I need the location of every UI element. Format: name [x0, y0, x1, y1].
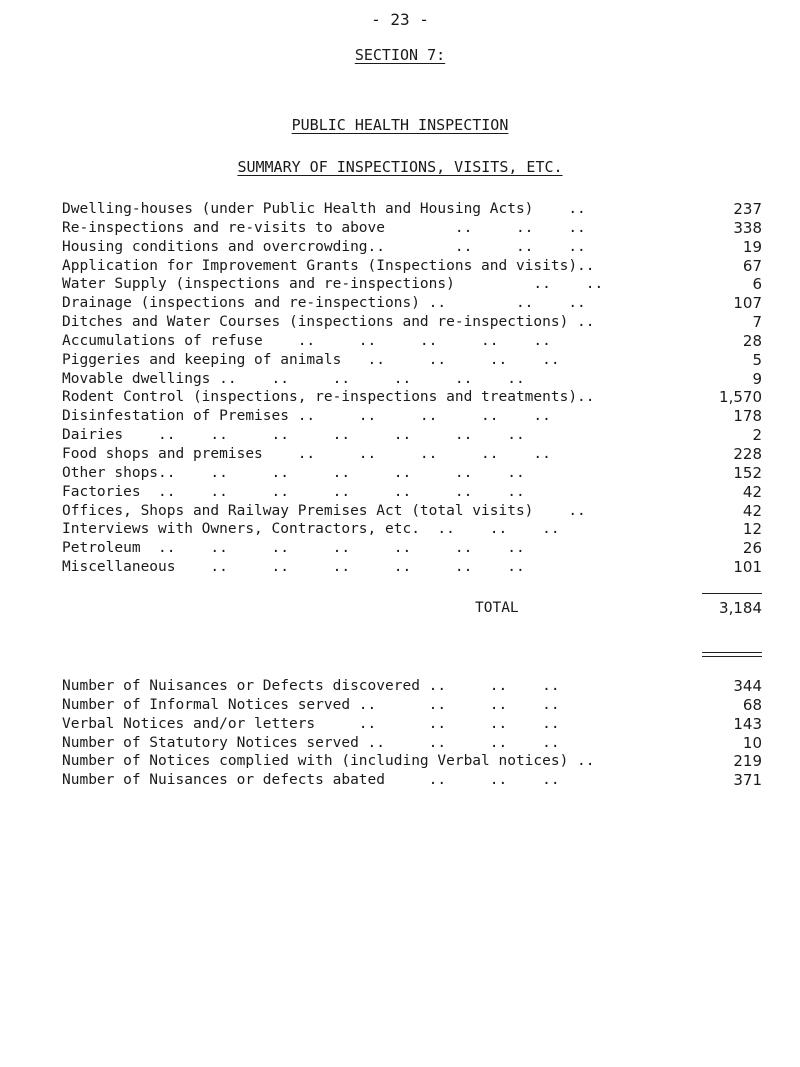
item-label: Number of Nuisances or defects abated .. .. ..	[62, 772, 560, 789]
total-rule-top	[702, 593, 762, 594]
total-rule-bottom-1	[702, 652, 762, 653]
item-label: Water Supply (inspections and re-inspections) .. ..	[62, 276, 604, 293]
item-value: 42	[742, 482, 762, 501]
item-value: 152	[733, 463, 762, 482]
item-value: 228	[733, 444, 762, 463]
notices-list	[62, 677, 762, 790]
list-item	[62, 502, 762, 521]
item-value: 338	[733, 218, 762, 237]
item-value: 6	[752, 275, 762, 294]
item-label: Interviews with Owners, Contractors, etc. .. .. ..	[62, 521, 560, 538]
total-label: TOTAL	[475, 600, 519, 616]
item-value: 143	[733, 714, 762, 733]
page-title: PUBLIC HEALTH INSPECTION	[291, 116, 509, 134]
item-value: 28	[742, 331, 762, 350]
item-label: Number of Statutory Notices served .. .. .. ..	[62, 734, 560, 751]
item-value: 178	[733, 407, 762, 426]
item-value: 1,570	[719, 388, 762, 407]
list-item	[62, 445, 762, 464]
item-label: Petroleum .. .. .. .. .. .. ..	[62, 540, 525, 557]
list-item	[62, 257, 762, 276]
item-value: 68	[742, 695, 762, 714]
item-label: Disinfestation of Premises .. .. .. .. ..	[62, 408, 551, 425]
section-heading: SECTION 7:	[354, 46, 446, 64]
inspections-list	[62, 200, 762, 577]
list-item	[62, 275, 762, 294]
item-value: 67	[742, 256, 762, 275]
item-label: Number of Informal Notices served .. .. .. ..	[62, 696, 560, 713]
item-label: Factories .. .. .. .. .. .. ..	[62, 483, 525, 500]
item-value: 9	[752, 369, 762, 388]
item-label: Other shops.. .. .. .. .. .. ..	[62, 464, 525, 481]
list-item	[62, 677, 762, 696]
list-item	[62, 370, 762, 389]
page-subtitle: SUMMARY OF INSPECTIONS, VISITS, ETC.	[237, 158, 563, 176]
list-item	[62, 200, 762, 219]
list-item	[62, 734, 762, 753]
item-label: Food shops and premises .. .. .. .. ..	[62, 445, 551, 462]
item-label: Ditches and Water Courses (inspections and re-inspections) ..	[62, 314, 595, 331]
list-item	[62, 520, 762, 539]
item-value: 107	[733, 294, 762, 313]
list-item	[62, 752, 762, 771]
item-value: 371	[733, 771, 762, 790]
list-item	[62, 332, 762, 351]
list-item	[62, 483, 762, 502]
list-item	[62, 558, 762, 577]
item-value: 26	[742, 539, 762, 558]
item-label: Re-inspections and re-visits to above .. .. ..	[62, 219, 586, 236]
item-label: Rodent Control (inspections, re-inspections and treatments)..	[62, 389, 595, 406]
item-label: Miscellaneous .. .. .. .. .. ..	[62, 559, 525, 576]
item-label: Verbal Notices and/or letters .. .. .. ..	[62, 715, 560, 732]
item-value: 237	[733, 200, 762, 218]
item-value: 12	[742, 520, 762, 539]
item-label: Drainage (inspections and re-inspections) .. .. ..	[62, 295, 586, 312]
list-item	[62, 426, 762, 445]
list-item	[62, 464, 762, 483]
item-label: Piggeries and keeping of animals .. .. .. ..	[62, 351, 560, 368]
total-row	[62, 598, 762, 618]
item-label: Application for Improvement Grants (Inspections and visits)..	[62, 257, 595, 274]
item-value: 42	[742, 501, 762, 520]
item-value: 219	[733, 752, 762, 771]
item-value: 5	[752, 350, 762, 369]
item-value: 344	[733, 677, 762, 695]
item-label: Movable dwellings .. .. .. .. .. ..	[62, 370, 525, 387]
item-value: 19	[742, 237, 762, 256]
list-item	[62, 351, 762, 370]
list-item	[62, 238, 762, 257]
item-value: 2	[752, 426, 762, 445]
item-label: Dwelling-houses (under Public Health and Housing Acts) ..	[62, 201, 586, 217]
item-value: 7	[752, 313, 762, 332]
item-label: Dairies .. .. .. .. .. .. ..	[62, 427, 525, 444]
total-rule-bottom-2	[702, 656, 762, 657]
item-value: 101	[733, 558, 762, 577]
list-item	[62, 388, 762, 407]
item-label: Offices, Shops and Railway Premises Act (total visits) ..	[62, 502, 586, 519]
total-value: 3,184	[719, 599, 762, 617]
list-item	[62, 294, 762, 313]
list-item	[62, 407, 762, 426]
list-item	[62, 219, 762, 238]
list-item	[62, 539, 762, 558]
item-label: Number of Notices complied with (including Verbal notices) ..	[62, 753, 595, 770]
list-item	[62, 771, 762, 790]
item-label: Housing conditions and overcrowding.. .. .. ..	[62, 238, 586, 255]
list-item	[62, 313, 762, 332]
item-label: Number of Nuisances or Defects discovered .. .. ..	[62, 678, 560, 694]
item-value: 10	[742, 733, 762, 752]
list-item	[62, 696, 762, 715]
item-label: Accumulations of refuse .. .. .. .. ..	[62, 332, 551, 349]
page-number: - 23 -	[371, 10, 429, 29]
list-item	[62, 715, 762, 734]
